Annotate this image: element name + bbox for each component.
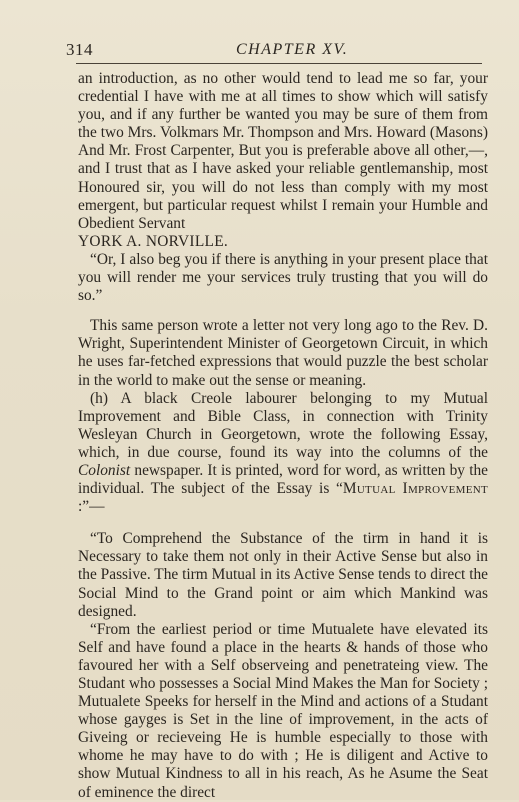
body-text [78,70,488,802]
essay-paragraph-2: “From the earliest period or time Mutualete have elevated its Self and have found a place in the hearts & hands of those who favoured her with a Self observeing and penetrateing view. The Studant who possesses a Social Mind Makes the Man for Society ; Mutualete Speeks for herself in the Mind and actions of a Studant whose gayges is Set in the line of improvement, in the acts of Giveing or recieveing He is humble especially to those with whome he may have to do with ; He is diligent and Active to show Mutual Kindness to all in his reach, As he Asume the Seat of eminence the direct [78,620,488,801]
essay-paragraph-1: “To Comprehend the Substance of the tirm in hand it is Necessary to take them not only in their Active Sense but also in the Passive. The tirm Mutual in its Active Sense tends to direct the Social Mind to the Grand point or aim which Mankind was designed. [78,530,488,620]
letter-paragraph [78,70,488,251]
page-header [66,40,488,64]
header-rule [76,63,482,64]
postscript-paragraph: “Or, I also beg you if there is anything in your present place that you will render me your services truly trusting that you will do so.” [78,250,488,305]
paragraph-gap [78,305,488,317]
page-number: 314 [66,40,93,59]
essay-intro-end: :”— [78,498,105,516]
letter-text: an introduction, as no other would tend to lead me so far, your credential I have with me at all times to show which will satisfy you, and if any further be wanted you may be sure of them from the two Mrs. Volkmars Mr. Thompson and Mrs. Howard (Masons) And Mr. Frost Carpenter, But you is preferable above all other,—, and I trust that as I have asked your reliable gentlemanship, most Honoured sir, you will do not less than comply with my most emergent, but particular request whilst I remain your Humble and Obedient Servant [78,70,488,232]
essay-intro-prefix: (h) A black Creole labourer belonging to my Mutual Improvement and Bible Class, in connection with Trinity Wesleyan Church in Georgetown, wrote the following Essay, which, in due course, found its way into the columns of the [78,389,488,461]
essay-intro-suffix: newspaper. It is printed, word for word, as written by the individual. The subject of the Essay is “ [78,461,488,498]
essay-subject: Mutual Improvement [342,480,488,498]
paragraph-gap [78,516,488,530]
newspaper-name: Colonist [78,461,131,479]
letter-signature: YORK A. NORVILLE. [78,232,229,250]
running-head: CHAPTER XV. [236,41,349,58]
narrative-paragraph: This same person wrote a letter not very long ago to the Rev. D. Wright, Superintendent Minister of Georgetown Circuit, in which he uses far-fetched expressions that would puzzle the best scholar in the world to make out the sense or meaning. [78,317,488,389]
essay-intro-paragraph [78,390,488,517]
